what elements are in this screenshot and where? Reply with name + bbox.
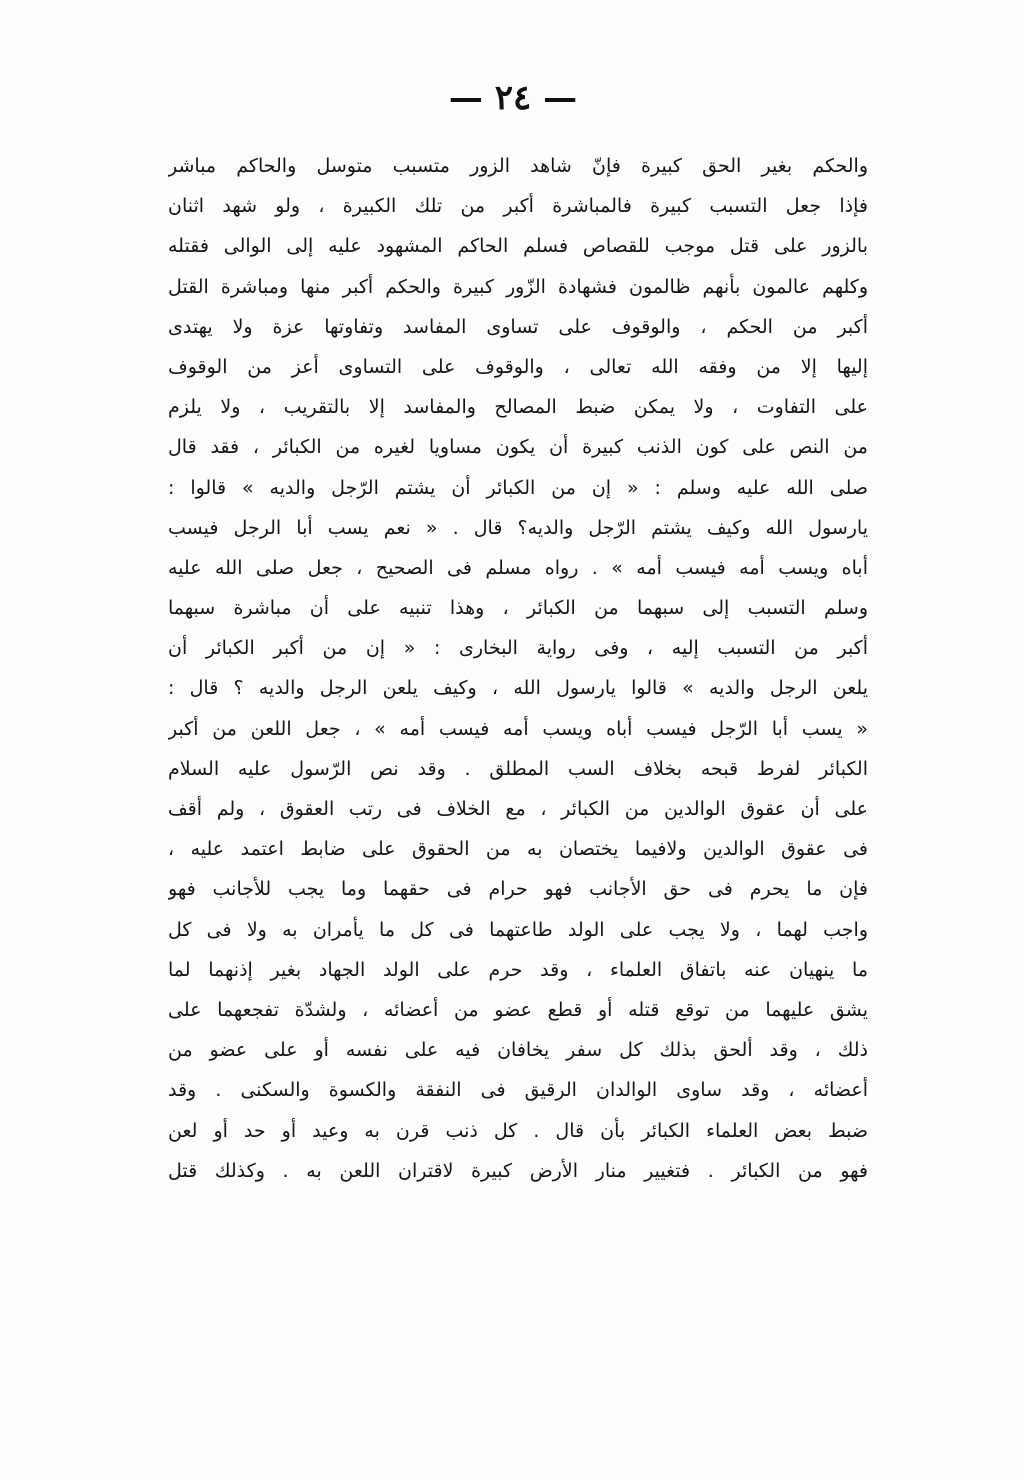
text-line: وكلهم عالمون بأنهم ظالمون فشهادة الزّور كبيرة والحكم أكبر منها ومباشرة القتل	[168, 275, 868, 298]
text-line: والحكم بغير الحق كبيرة فإنّ شاهد الزور متسبب متوسل والحاكم مباشر	[168, 155, 868, 177]
text-line: « يسب أبا الرّجل فيسب أباه ويسب أمه فيسب أمه » ، جعل اللعن من أكبر	[168, 717, 868, 740]
text-line: يلعن الرجل والديه » قالوا يارسول الله ، وكيف يلعن الرجل والديه ؟ قال :	[168, 677, 868, 700]
text-line: أعضائه ، وقد ساوى الوالدان الرقيق فى النفقة والكسوة والسكنى . وقد	[168, 1079, 868, 1102]
text-line: بالزور على قتل موجب للقصاص فسلم الحاكم المشهود عليه إلى الوالى فقتله	[168, 235, 868, 258]
text-line: ضبط بعض العلماء الكبائر بأن قال . كل ذنب قرن به وعيد أو حد أو لعن	[168, 1119, 868, 1142]
text-line: وسلم التسبب إلى سبهما من الكبائر ، وهذا تنبيه على أن مباشرة سبهما	[168, 597, 868, 620]
text-line: الكبائر لفرط قبحه بخلاف السب المطلق . وقد نص الرّسول عليه السلام	[168, 757, 868, 780]
text-line: واجب لهما ، ولا يجب على الولد طاعتهما فى كل ما يأمران به ولا فى كل	[168, 918, 868, 941]
text-line: يارسول الله وكيف يشتم الرّجل والديه؟ قال . « نعم يسب أبا الرجل فيسب	[168, 516, 868, 539]
text-line: ما ينهيان عنه باتفاق العلماء ، وقد حرم على الولد الجهاد بغير إذنهما لما	[168, 958, 868, 981]
page-number: — ٢٤ —	[448, 78, 578, 118]
text-line: فهو من الكبائر . فتغيير منار الأرض كبيرة لاقتران اللعن به . وكذلك قتل	[168, 1159, 868, 1182]
text-line: ذلك ، وقد ألحق بذلك كل سفر يخافان فيه على نفسه أو على عضو من	[168, 1039, 868, 1062]
text-line: على أن عقوق الوالدين من الكبائر ، مع الخلاف فى رتب العقوق ، ولم أقف	[168, 798, 868, 820]
text-line: يشق عليهما من توقع قتله أو قطع عضو من أعضائه ، ولشدّة تفجعهما على	[168, 998, 868, 1021]
text-line: أباه ويسب أمه فيسب أمه » . رواه مسلم فى الصحيح ، جعل صلى الله عليه	[168, 556, 868, 579]
text-body	[168, 146, 868, 1191]
text-line: صلى الله عليه وسلم : « إن من الكبائر أن يشتم الرّجل والديه » قالوا :	[168, 476, 868, 499]
text-line: فى عقوق الوالدين ولافيما يختصان به من الحقوق على ضابط اعتمد عليه ،	[168, 838, 868, 861]
text-line: فإذا جعل التسبب كبيرة فالمباشرة أكبر من تلك الكبيرة ، ولو شهد اثنان	[168, 195, 868, 218]
text-line: فإن ما يحرم فى حق الأجانب فهو حرام فى حقهما وما يجب للأجانب فهو	[168, 878, 868, 901]
text-line: من النص على كون الذنب كبيرة أن يكون مساويا لغيره من الكبائر ، فقد قال	[168, 436, 868, 459]
text-line: أكبر من التسبب إليه ، وفى رواية البخارى : « إن من أكبر الكبائر أن	[168, 637, 868, 660]
text-line: إليها إلا من وفقه الله تعالى ، والوقوف على التساوى أعز من الوقوف	[168, 355, 868, 378]
text-line: أكبر من الحكم ، والوقوف على تساوى المفاسد وتفاوتها عزة ولا يهتدى	[168, 315, 868, 338]
text-line: على التفاوت ، ولا يمكن ضبط المصالح والمفاسد إلا بالتقريب ، ولا يلزم	[168, 396, 868, 419]
